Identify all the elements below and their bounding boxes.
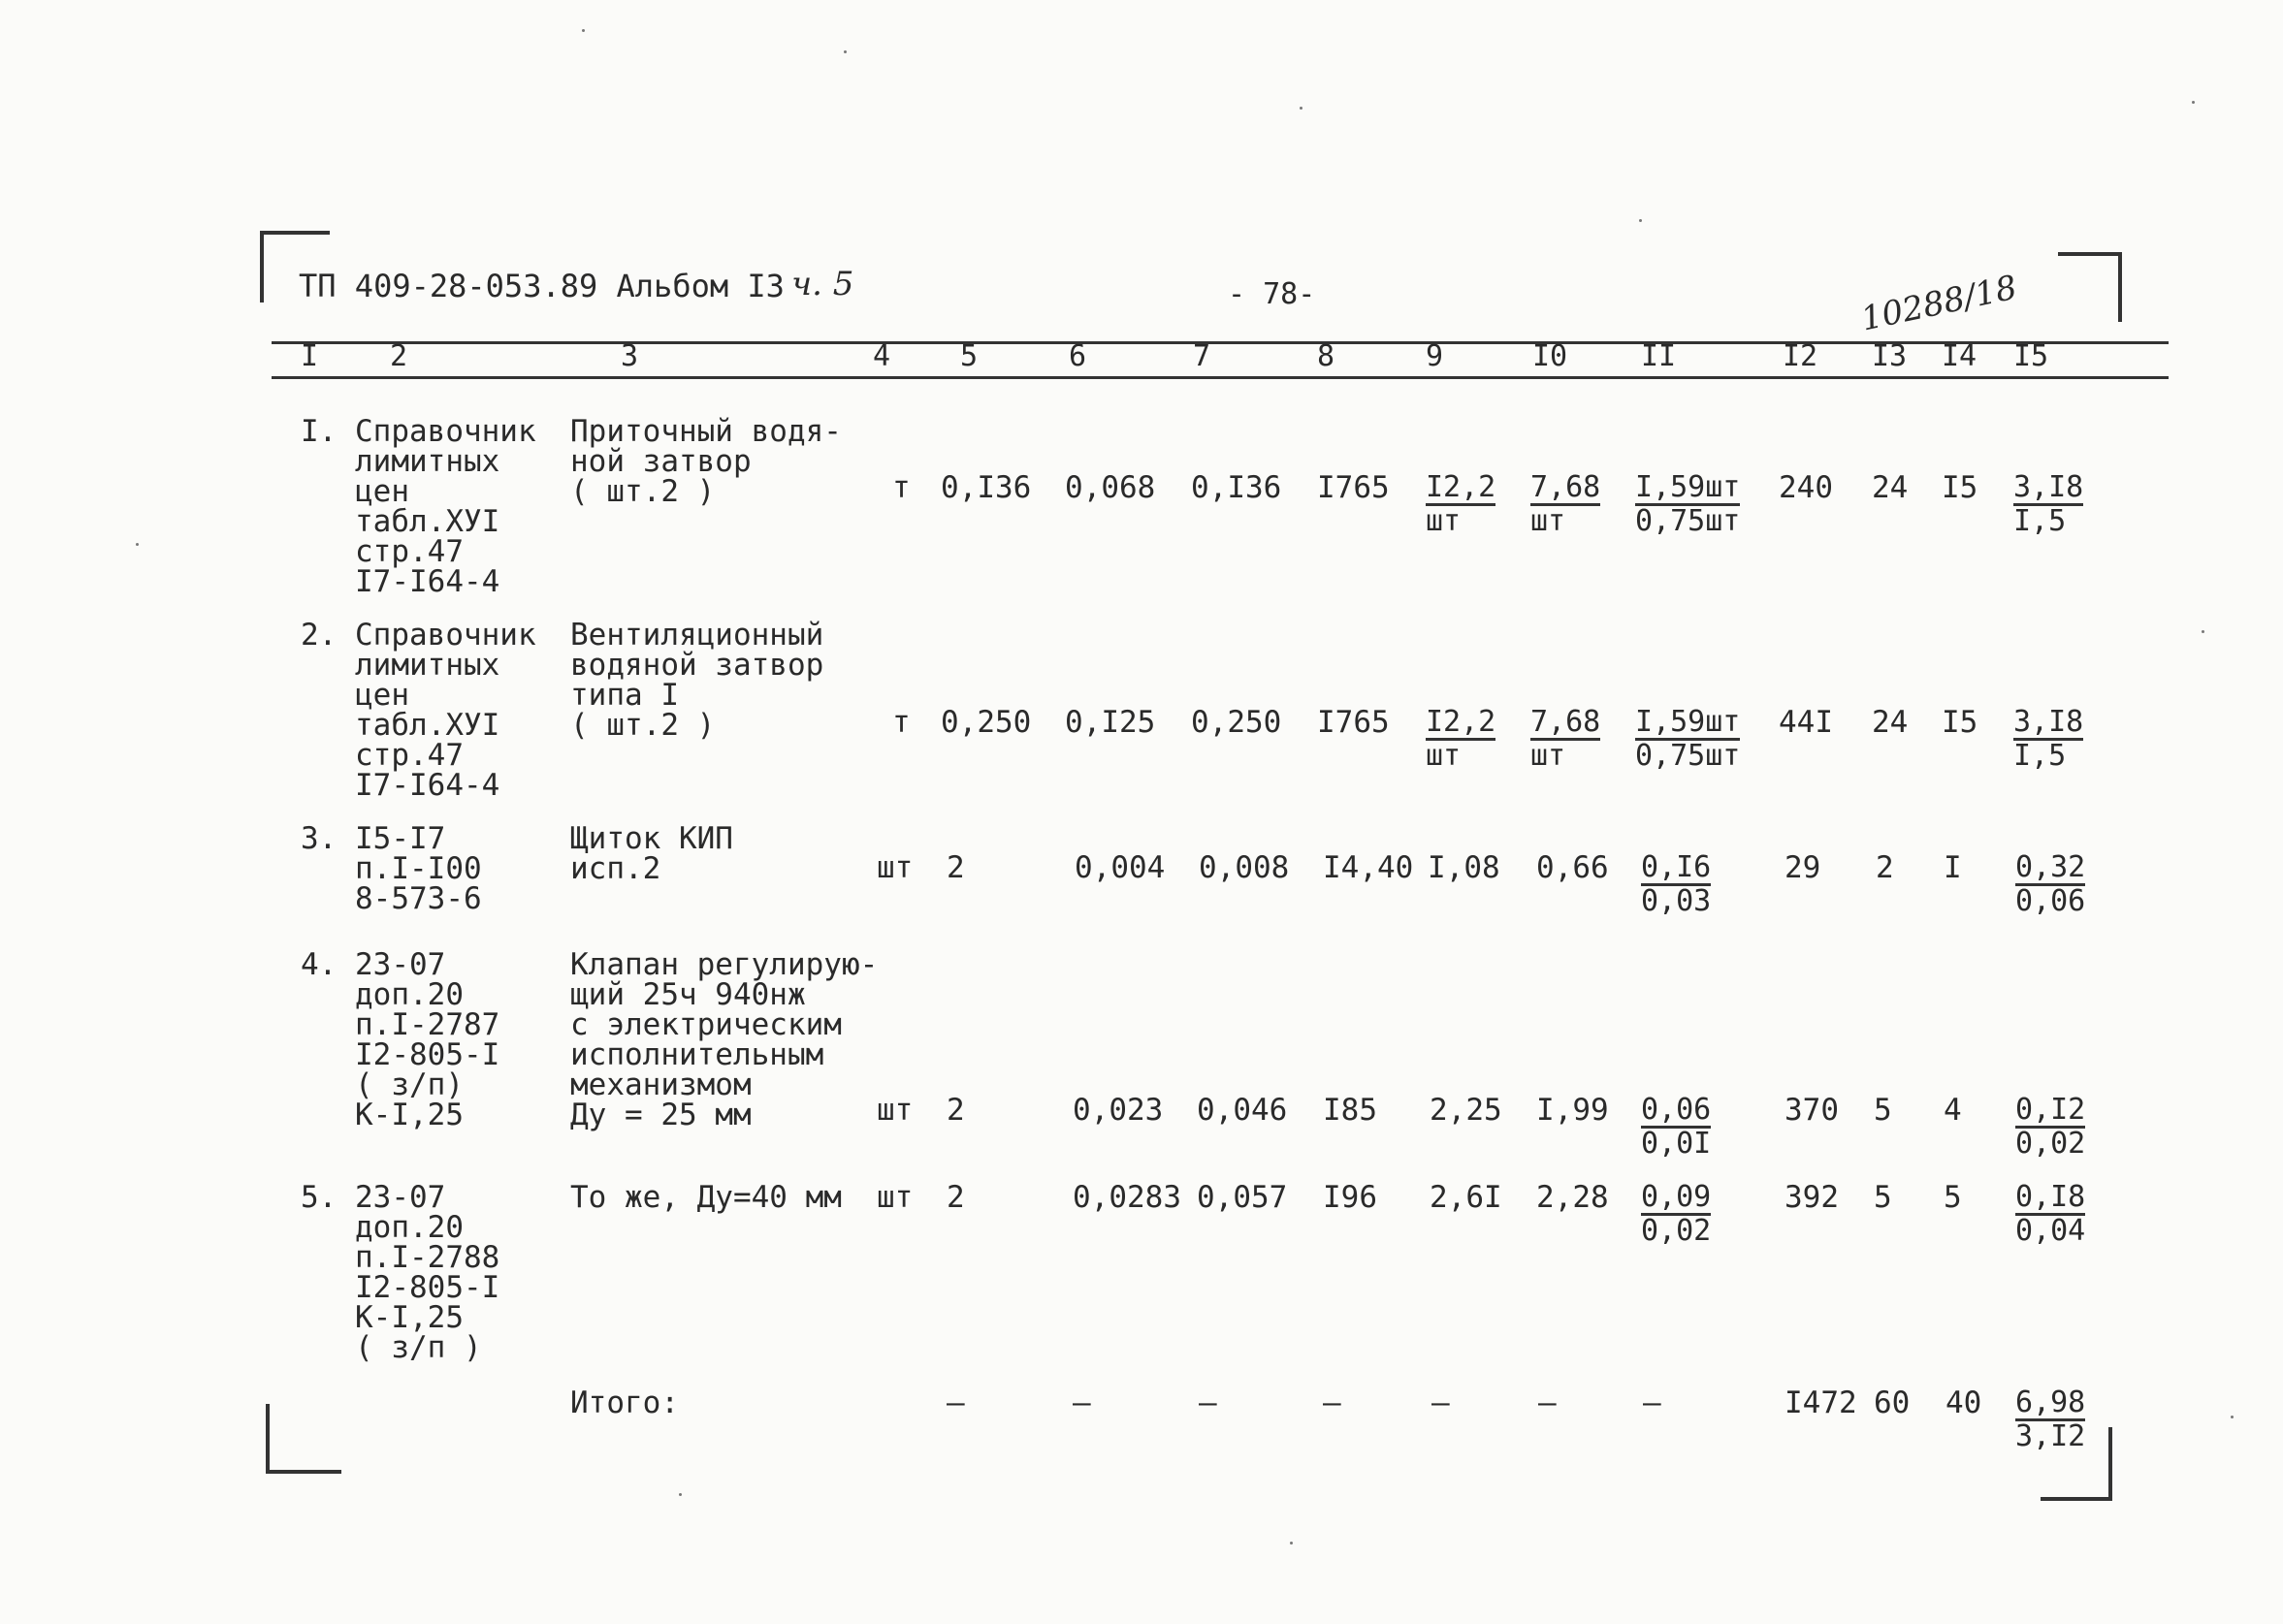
source-line: 23-07 bbox=[355, 1180, 446, 1215]
source-line: I2-805-I bbox=[355, 1270, 500, 1305]
fraction-top: 0,32 bbox=[2015, 850, 2086, 884]
cell-col14: 4 bbox=[1944, 1093, 1962, 1128]
fraction-bottom: 0,75шт bbox=[1635, 739, 1741, 773]
scan-speck bbox=[2202, 630, 2204, 633]
cell-col8: I765 bbox=[1317, 470, 1390, 505]
source-line: ( з/п ) bbox=[355, 1330, 482, 1365]
row-number: 2. bbox=[301, 618, 338, 653]
column-number: 4 bbox=[873, 339, 891, 373]
cell-col15-fraction bbox=[2013, 470, 2084, 538]
cell-col5: 0,I36 bbox=[941, 470, 1032, 505]
cell-col6: 0,0283 bbox=[1073, 1180, 1181, 1215]
cell-col10: 2,28 bbox=[1536, 1180, 1609, 1215]
fraction-top: 0,I8 bbox=[2015, 1180, 2086, 1214]
cell-col15-fraction bbox=[2013, 705, 2084, 773]
item-name-line: исп.2 bbox=[570, 851, 661, 886]
total-col14: 40 bbox=[1945, 1385, 1982, 1420]
header-rule-bottom bbox=[272, 376, 2169, 379]
scan-speck bbox=[2231, 1416, 2234, 1418]
column-number: 5 bbox=[960, 339, 979, 373]
total-col15-fraction bbox=[2015, 1385, 2086, 1453]
cell-col7: 0,I36 bbox=[1191, 470, 1282, 505]
fraction-top: 0,I2 bbox=[2015, 1093, 2086, 1127]
cell-col14: I5 bbox=[1942, 705, 1978, 740]
fraction-bottom: 0,0I bbox=[1641, 1127, 1712, 1161]
fraction-top: 6,98 bbox=[2015, 1385, 2086, 1419]
cell-col13: 2 bbox=[1876, 850, 1894, 885]
cell-col10-fraction bbox=[1530, 470, 1601, 538]
cell-col10-fraction bbox=[1530, 705, 1601, 773]
fraction-top: 3,I8 bbox=[2013, 705, 2084, 739]
frame-corner-bottom-left bbox=[266, 1404, 341, 1474]
fraction-top: I,59шт bbox=[1635, 470, 1741, 504]
cell-col8: I96 bbox=[1323, 1180, 1377, 1215]
source-line: п.I-2787 bbox=[355, 1007, 500, 1042]
source-line: I2-805-I bbox=[355, 1037, 500, 1072]
row-number: I. bbox=[301, 414, 338, 449]
cell-col6: 0,004 bbox=[1075, 850, 1166, 885]
fraction-bottom: 0,02 bbox=[1641, 1214, 1712, 1248]
column-number: 6 bbox=[1069, 339, 1087, 373]
item-name-line: ной затвор bbox=[570, 444, 752, 479]
column-number: 3 bbox=[621, 339, 639, 373]
total-dash: – bbox=[1323, 1385, 1341, 1420]
total-dash: – bbox=[1199, 1385, 1217, 1420]
archive-stamp: 10288/18 bbox=[1857, 268, 2021, 339]
column-number: I3 bbox=[1872, 339, 1908, 373]
item-name-line: То же, Ду=40 мм bbox=[570, 1180, 842, 1215]
source-line: доп.20 bbox=[355, 977, 464, 1012]
column-number: I bbox=[301, 339, 319, 373]
fraction-bottom: 0,02 bbox=[2015, 1127, 2086, 1161]
source-line: лимитных bbox=[355, 648, 500, 683]
fraction-bottom: шт bbox=[1426, 504, 1462, 538]
source-line: цен bbox=[355, 474, 409, 509]
cell-col5: 2 bbox=[947, 1180, 965, 1215]
cell-col15-fraction bbox=[2015, 850, 2086, 918]
column-number: 8 bbox=[1317, 339, 1335, 373]
cell-col9: I,08 bbox=[1428, 850, 1500, 885]
cell-col12: 370 bbox=[1785, 1093, 1839, 1128]
frame-corner-top-right bbox=[2058, 252, 2122, 322]
cell-col14: I bbox=[1944, 850, 1962, 885]
source-line: К-I,25 bbox=[355, 1300, 464, 1335]
scan-speck bbox=[1290, 1542, 1293, 1544]
source-line: стр.47 bbox=[355, 738, 464, 773]
cell-col11-fraction bbox=[1641, 850, 1712, 918]
item-name-line: с электрическим bbox=[570, 1007, 842, 1042]
total-col13: 60 bbox=[1874, 1385, 1911, 1420]
cell-col12: 392 bbox=[1785, 1180, 1839, 1215]
source-line: I7-I64-4 bbox=[355, 768, 500, 803]
item-name-line: механизмом bbox=[570, 1067, 752, 1102]
fraction-top: I,59шт bbox=[1635, 705, 1741, 739]
fraction-bottom: I,5 bbox=[2013, 739, 2067, 773]
fraction-bottom: 0,06 bbox=[2015, 884, 2086, 918]
source-line: К-I,25 bbox=[355, 1098, 464, 1132]
column-number: I2 bbox=[1783, 339, 1818, 373]
fraction-bottom: 0,75шт bbox=[1635, 504, 1741, 538]
cell-col7: 0,057 bbox=[1197, 1180, 1288, 1215]
cell-col9: 2,6I bbox=[1430, 1180, 1502, 1215]
total-dash: – bbox=[1538, 1385, 1557, 1420]
cell-col5: 2 bbox=[947, 1093, 965, 1128]
unit-cell: т bbox=[892, 470, 911, 505]
fraction-bottom: I,5 bbox=[2013, 504, 2067, 538]
unit-cell: шт bbox=[877, 1093, 914, 1128]
cell-col15-fraction bbox=[2015, 1093, 2086, 1161]
column-number: 2 bbox=[390, 339, 408, 373]
cell-col11-fraction bbox=[1635, 705, 1741, 773]
column-number: I5 bbox=[2013, 339, 2049, 373]
fraction-bottom: 0,04 bbox=[2015, 1214, 2086, 1248]
total-dash: – bbox=[947, 1385, 965, 1420]
cell-col14: 5 bbox=[1944, 1180, 1962, 1215]
cell-col10: 0,66 bbox=[1536, 850, 1609, 885]
cell-col7: 0,008 bbox=[1199, 850, 1290, 885]
cell-col11-fraction bbox=[1641, 1093, 1712, 1161]
cell-col6: 0,I25 bbox=[1065, 705, 1156, 740]
fraction-top: I2,2 bbox=[1426, 470, 1496, 504]
cell-col8: I4,40 bbox=[1323, 850, 1414, 885]
cell-col11-fraction bbox=[1635, 470, 1741, 538]
fraction-bottom: 0,03 bbox=[1641, 884, 1712, 918]
cell-col8: I765 bbox=[1317, 705, 1390, 740]
item-name-line: Щиток КИП bbox=[570, 821, 733, 856]
cell-col13: 24 bbox=[1872, 470, 1909, 505]
cell-col14: I5 bbox=[1942, 470, 1978, 505]
unit-cell: шт bbox=[877, 1180, 914, 1215]
unit-cell: шт bbox=[877, 850, 914, 885]
source-line: доп.20 bbox=[355, 1210, 464, 1245]
scan-speck bbox=[679, 1493, 682, 1496]
source-line: I7-I64-4 bbox=[355, 564, 500, 599]
total-col12: I472 bbox=[1785, 1385, 1857, 1420]
page-number: - 78- bbox=[1228, 277, 1316, 311]
item-name-line: Приточный водя- bbox=[570, 414, 842, 449]
column-number: I4 bbox=[1942, 339, 1978, 373]
fraction-top: 0,06 bbox=[1641, 1093, 1712, 1127]
column-number: 9 bbox=[1426, 339, 1444, 373]
cell-col13: 24 bbox=[1872, 705, 1909, 740]
cell-col6: 0,068 bbox=[1065, 470, 1156, 505]
item-name-line: щий 25ч 940нж bbox=[570, 977, 806, 1012]
fraction-top: 0,I6 bbox=[1641, 850, 1712, 884]
cell-col15-fraction bbox=[2015, 1180, 2086, 1248]
item-name-line: Ду = 25 мм bbox=[570, 1098, 752, 1132]
fraction-top: 7,68 bbox=[1530, 705, 1601, 739]
total-dash: – bbox=[1431, 1385, 1450, 1420]
fraction-top: I2,2 bbox=[1426, 705, 1496, 739]
column-number: II bbox=[1641, 339, 1677, 373]
cell-col13: 5 bbox=[1874, 1093, 1892, 1128]
scan-speck bbox=[136, 543, 139, 546]
cell-col13: 5 bbox=[1874, 1180, 1892, 1215]
fraction-bottom: шт bbox=[1530, 739, 1566, 773]
item-name-line: Вентиляционный bbox=[570, 618, 824, 653]
column-number: 7 bbox=[1193, 339, 1211, 373]
scan-speck bbox=[1300, 107, 1302, 110]
cell-col8: I85 bbox=[1323, 1093, 1377, 1128]
cell-col7: 0,046 bbox=[1197, 1093, 1288, 1128]
item-name-line: ( шт.2 ) bbox=[570, 474, 716, 509]
cell-col12: 240 bbox=[1779, 470, 1833, 505]
scan-speck bbox=[844, 50, 847, 53]
total-dash: – bbox=[1643, 1385, 1661, 1420]
fraction-top: 0,09 bbox=[1641, 1180, 1712, 1214]
unit-cell: т bbox=[892, 705, 911, 740]
source-line: табл.ХУI bbox=[355, 504, 500, 539]
scan-speck bbox=[582, 29, 585, 32]
scan-speck bbox=[2192, 101, 2195, 104]
source-line: табл.ХУI bbox=[355, 708, 500, 743]
source-line: 8-573-6 bbox=[355, 881, 482, 916]
source-line: п.I-I00 bbox=[355, 851, 482, 886]
cell-col9-fraction bbox=[1426, 470, 1496, 538]
source-line: цен bbox=[355, 678, 409, 713]
document-code: ТП 409-28-053.89 Альбом I3 bbox=[299, 268, 785, 304]
fraction-top: 3,I8 bbox=[2013, 470, 2084, 504]
cell-col9: 2,25 bbox=[1430, 1093, 1502, 1128]
cell-col12: 29 bbox=[1785, 850, 1821, 885]
cell-col7: 0,250 bbox=[1191, 705, 1282, 740]
item-name-line: ( шт.2 ) bbox=[570, 708, 716, 743]
cell-col9-fraction bbox=[1426, 705, 1496, 773]
source-line: лимитных bbox=[355, 444, 500, 479]
row-number: 3. bbox=[301, 821, 338, 856]
total-dash: – bbox=[1073, 1385, 1091, 1420]
row-number: 4. bbox=[301, 947, 338, 982]
cell-col5: 2 bbox=[947, 850, 965, 885]
cell-col6: 0,023 bbox=[1073, 1093, 1164, 1128]
item-name-line: типа I bbox=[570, 678, 679, 713]
row-number: 5. bbox=[301, 1180, 338, 1215]
source-line: ( з/п) bbox=[355, 1067, 464, 1102]
source-line: Справочник bbox=[355, 414, 536, 449]
fraction-bottom: шт bbox=[1426, 739, 1462, 773]
source-line: I5-I7 bbox=[355, 821, 446, 856]
fraction-top: 7,68 bbox=[1530, 470, 1601, 504]
item-name-line: исполнительным bbox=[570, 1037, 824, 1072]
item-name-line: водяной затвор bbox=[570, 648, 824, 683]
cell-col10: I,99 bbox=[1536, 1093, 1609, 1128]
column-number: I0 bbox=[1532, 339, 1568, 373]
cell-col12: 44I bbox=[1779, 705, 1833, 740]
total-label: Итого: bbox=[570, 1385, 679, 1420]
source-line: стр.47 bbox=[355, 534, 464, 569]
source-line: 23-07 bbox=[355, 947, 446, 982]
cell-col11-fraction bbox=[1641, 1180, 1712, 1248]
source-line: Справочник bbox=[355, 618, 536, 653]
source-line: п.I-2788 bbox=[355, 1240, 500, 1275]
fraction-bottom: шт bbox=[1530, 504, 1566, 538]
fraction-bottom: 3,I2 bbox=[2015, 1419, 2086, 1453]
document-part: ч. 5 bbox=[791, 265, 854, 303]
item-name-line: Клапан регулирую- bbox=[570, 947, 879, 982]
cell-col5: 0,250 bbox=[941, 705, 1032, 740]
scan-speck bbox=[1639, 219, 1642, 222]
